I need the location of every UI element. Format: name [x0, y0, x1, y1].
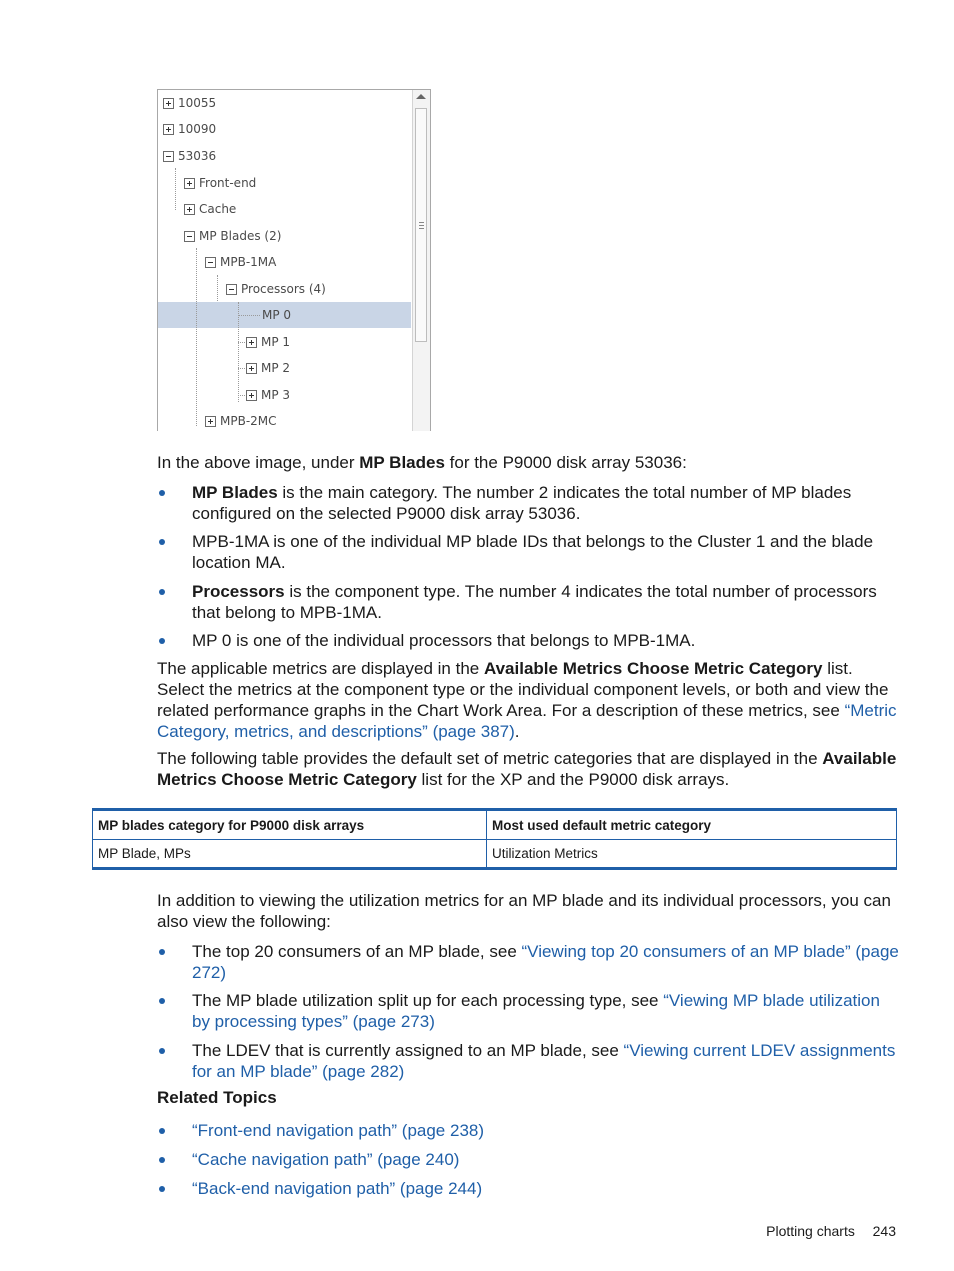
tree-node-processors[interactable]: Processors (4) — [226, 276, 326, 302]
additional-views-paragraph: In addition to viewing the utilization metrics for an MP blade and its individual processors, you can also view the following: — [157, 891, 891, 931]
tree-node-mp-blades[interactable]: MP Blades (2) — [184, 223, 281, 249]
expand-icon[interactable] — [246, 390, 257, 401]
tree-connector — [238, 302, 239, 402]
front-end-navigation-link[interactable]: “Front-end navigation path” (page 238) — [192, 1121, 485, 1140]
list-item: The LDEV that is currently assigned to an MP blade, see “Viewing current LDEV assignments for an MP blade” (page 282) — [192, 1041, 896, 1081]
tree-connector — [175, 168, 176, 210]
expand-icon[interactable] — [163, 124, 174, 135]
tree-node-mpb-2mc[interactable]: MPB-2MC — [205, 408, 277, 431]
bullet-icon — [159, 1157, 165, 1163]
page-footer — [766, 1223, 896, 1239]
list-item: MP 0 is one of the individual processors that belongs to MPB-1MA. — [192, 631, 696, 650]
bullet-icon — [159, 1186, 165, 1192]
metric-category-table — [92, 808, 897, 870]
tree-connector — [238, 315, 260, 316]
related-topics-heading: Related Topics — [157, 1088, 277, 1107]
table-cell: Utilization Metrics — [487, 840, 897, 869]
tree-node-mp-1[interactable]: MP 1 — [246, 329, 290, 355]
tree-connector — [238, 368, 245, 369]
list-item: MP Blades is the main category. The number 2 indicates the total number of MP blades configured on the selected P9000 disk array 53036. — [192, 483, 852, 523]
list-item: The MP blade utilization split up for each processing type, see “Viewing MP blade utilization by processing types” (page 273) — [192, 991, 880, 1031]
table-row — [93, 840, 897, 869]
tree-node-53036[interactable]: 53036 — [163, 143, 216, 169]
tree-node-10090[interactable]: 10090 — [163, 116, 216, 142]
tree-node-front-end[interactable]: Front-end — [184, 170, 256, 196]
expand-icon[interactable] — [184, 178, 195, 189]
expand-icon[interactable] — [163, 98, 174, 109]
bullet-icon — [159, 589, 165, 595]
vertical-scrollbar[interactable] — [412, 90, 430, 431]
expand-icon[interactable] — [246, 363, 257, 374]
bullet-icon — [159, 998, 165, 1004]
tree-connector — [238, 342, 245, 343]
list-item: Processors is the component type. The number 4 indicates the total number of processors that belong to MPB-1MA. — [192, 582, 877, 622]
cache-navigation-link[interactable]: “Cache navigation path” (page 240) — [192, 1150, 460, 1169]
table-cell: MP Blade, MPs — [93, 840, 487, 869]
bullet-icon — [159, 1048, 165, 1054]
tree-connector — [217, 275, 218, 301]
tree-connector — [238, 395, 245, 396]
list-item: MPB-1MA is one of the individual MP blade IDs that belongs to the Cluster 1 and the blade location MA. — [192, 532, 874, 572]
tree-node-mp-0[interactable]: MP 0 — [262, 308, 292, 322]
tree-connector — [196, 248, 197, 426]
metric-category-link[interactable]: “Metric Category, metrics, and descriptions” (page 387) — [157, 701, 897, 741]
scrollbar-thumb[interactable] — [415, 108, 427, 342]
table-header-cell: Most used default metric category — [487, 810, 897, 840]
metrics-paragraph: The applicable metrics are displayed in the Available Metrics Choose Metric Category list. Select the metrics at the component type or the individual component levels, or both and view the related performance graphs in the Chart Work Area. For a description of these metrics, see “Metric Category, metrics, and descriptions” (page 387). — [157, 659, 897, 741]
expand-icon[interactable] — [246, 337, 257, 348]
tree-node-mpb-1ma[interactable]: MPB-1MA — [205, 249, 276, 275]
tree-node-mp-2[interactable]: MP 2 — [246, 355, 290, 381]
page-number: 243 — [872, 1223, 896, 1239]
bullet-icon — [159, 539, 165, 545]
top-20-consumers-link[interactable]: “Viewing top 20 consumers of an MP blade” (page 272) — [192, 942, 899, 982]
tree-node-cache[interactable]: Cache — [184, 196, 236, 222]
table-header-cell: MP blades category for P9000 disk arrays — [93, 810, 487, 840]
collapse-icon[interactable] — [184, 231, 195, 242]
intro-paragraph: In the above image, under MP Blades for the P9000 disk array 53036: — [157, 453, 687, 472]
table-header-row — [93, 810, 897, 840]
expand-icon[interactable] — [205, 416, 216, 427]
collapse-icon[interactable] — [226, 284, 237, 295]
ldev-assignments-link[interactable]: “Viewing current LDEV assignments for an MP blade” (page 282) — [192, 1041, 896, 1081]
footer-section-title: Plotting charts — [766, 1223, 855, 1239]
bullet-icon — [159, 638, 165, 644]
collapse-icon[interactable] — [163, 151, 174, 162]
table-intro-paragraph: The following table provides the default set of metric categories that are displayed in the Available Metrics Choose Metric Category list for the XP and the P9000 disk arrays. — [157, 749, 897, 789]
list-item: The top 20 consumers of an MP blade, see “Viewing top 20 consumers of an MP blade” (page 272) — [192, 942, 899, 982]
scroll-up-arrow-icon[interactable] — [416, 94, 426, 99]
bullet-icon — [159, 490, 165, 496]
tree-view-screenshot — [157, 89, 431, 431]
bullet-icon — [159, 1128, 165, 1134]
tree-node-mp-3[interactable]: MP 3 — [246, 382, 290, 408]
expand-icon[interactable] — [184, 204, 195, 215]
back-end-navigation-link[interactable]: “Back-end navigation path” (page 244) — [192, 1179, 483, 1198]
tree-node-10055[interactable]: 10055 — [163, 90, 216, 116]
bullet-icon — [159, 949, 165, 955]
collapse-icon[interactable] — [205, 257, 216, 268]
processing-types-link[interactable]: “Viewing MP blade utilization by processing types” (page 273) — [192, 991, 880, 1031]
